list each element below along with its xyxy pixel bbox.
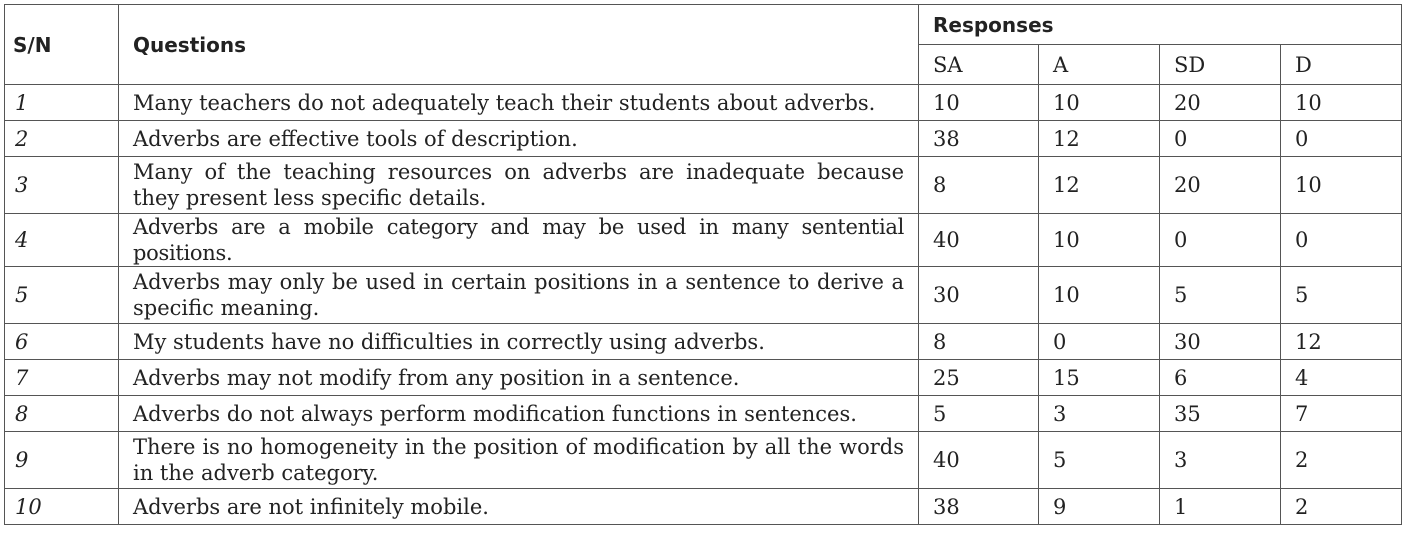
d-value: 2 <box>1281 489 1402 525</box>
a-value: 12 <box>1039 157 1160 214</box>
table-row <box>5 324 1402 360</box>
sd-value: 0 <box>1160 121 1281 157</box>
question-text: Adverbs may only be used in certain positions in a sentence to derive a specific meaning. <box>119 267 919 324</box>
question-text: Adverbs do not always perform modification functions in sentences. <box>119 396 919 432</box>
a-value: 12 <box>1039 121 1160 157</box>
sa-value: 38 <box>919 489 1039 525</box>
row-number: 9 <box>5 432 119 489</box>
row-number: 2 <box>5 121 119 157</box>
row-number: 8 <box>5 396 119 432</box>
table-row <box>5 432 1402 489</box>
a-value: 5 <box>1039 432 1160 489</box>
sd-header: SD <box>1160 45 1281 85</box>
a-value: 9 <box>1039 489 1160 525</box>
d-value: 10 <box>1281 85 1402 121</box>
sd-value: 1 <box>1160 489 1281 525</box>
a-value: 10 <box>1039 267 1160 324</box>
d-value: 0 <box>1281 121 1402 157</box>
table-row <box>5 489 1402 525</box>
sa-value: 5 <box>919 396 1039 432</box>
table-row <box>5 85 1402 121</box>
d-value: 5 <box>1281 267 1402 324</box>
d-value: 7 <box>1281 396 1402 432</box>
row-number: 1 <box>5 85 119 121</box>
row-number: 6 <box>5 324 119 360</box>
row-number: 10 <box>5 489 119 525</box>
table-row <box>5 267 1402 324</box>
table-row <box>5 121 1402 157</box>
d-value: 2 <box>1281 432 1402 489</box>
question-text: My students have no difficulties in correctly using adverbs. <box>119 324 919 360</box>
sa-value: 8 <box>919 324 1039 360</box>
sa-header: SA <box>919 45 1039 85</box>
row-number: 3 <box>5 157 119 214</box>
d-header: D <box>1281 45 1402 85</box>
a-value: 10 <box>1039 214 1160 267</box>
sa-value: 8 <box>919 157 1039 214</box>
a-value: 10 <box>1039 85 1160 121</box>
row-number: 7 <box>5 360 119 396</box>
sa-value: 25 <box>919 360 1039 396</box>
question-text: Adverbs are a mobile category and may be used in many sentential positions. <box>119 214 919 267</box>
a-value: 0 <box>1039 324 1160 360</box>
sa-value: 10 <box>919 85 1039 121</box>
survey-responses-table <box>4 4 1402 525</box>
sa-value: 38 <box>919 121 1039 157</box>
sa-value: 30 <box>919 267 1039 324</box>
question-text: Adverbs are not infinitely mobile. <box>119 489 919 525</box>
sd-value: 6 <box>1160 360 1281 396</box>
sd-value: 30 <box>1160 324 1281 360</box>
a-value: 15 <box>1039 360 1160 396</box>
d-value: 10 <box>1281 157 1402 214</box>
row-number: 5 <box>5 267 119 324</box>
table-row <box>5 214 1402 267</box>
d-value: 0 <box>1281 214 1402 267</box>
responses-header: Responses <box>919 5 1402 45</box>
question-text: There is no homogeneity in the position of modification by all the words in the adverb category. <box>119 432 919 489</box>
sa-value: 40 <box>919 432 1039 489</box>
sd-value: 20 <box>1160 85 1281 121</box>
a-value: 3 <box>1039 396 1160 432</box>
table-row <box>5 396 1402 432</box>
question-text: Many teachers do not adequately teach their students about adverbs. <box>119 85 919 121</box>
d-value: 4 <box>1281 360 1402 396</box>
question-text: Adverbs are effective tools of description. <box>119 121 919 157</box>
table-row <box>5 360 1402 396</box>
sd-value: 3 <box>1160 432 1281 489</box>
row-number: 4 <box>5 214 119 267</box>
questions-header: Questions <box>119 5 919 85</box>
d-value: 12 <box>1281 324 1402 360</box>
sd-value: 0 <box>1160 214 1281 267</box>
table-row <box>5 157 1402 214</box>
sd-value: 35 <box>1160 396 1281 432</box>
sd-value: 20 <box>1160 157 1281 214</box>
sn-header: S/N <box>5 5 119 85</box>
header-row <box>5 5 1402 45</box>
a-header: A <box>1039 45 1160 85</box>
sa-value: 40 <box>919 214 1039 267</box>
question-text: Adverbs may not modify from any position in a sentence. <box>119 360 919 396</box>
sd-value: 5 <box>1160 267 1281 324</box>
question-text: Many of the teaching resources on adverbs are inadequate because they present less specific details. <box>119 157 919 214</box>
